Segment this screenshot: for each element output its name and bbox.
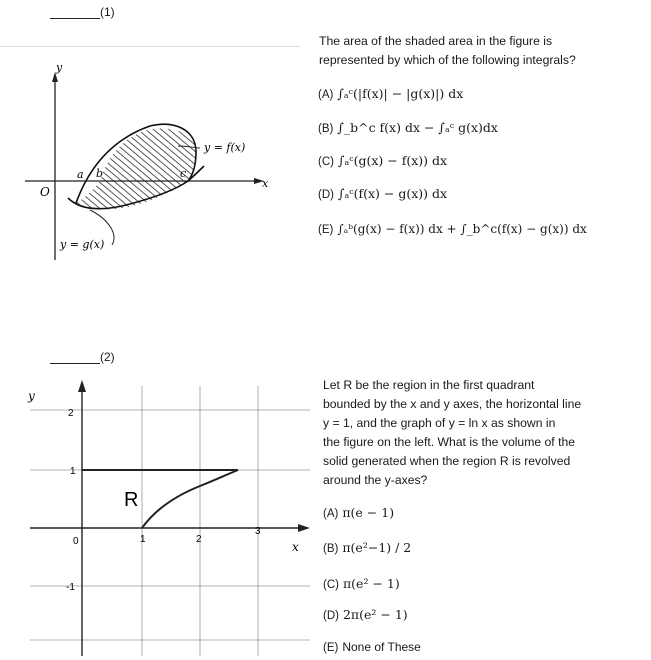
tick-y-2: 2 [68,408,74,419]
tick-x-3: 3 [255,526,261,537]
option-expression: π(e − 1) [342,505,395,520]
option-label: (C) [323,579,339,591]
prompt-line: the figure on the left. What is the volume of the [323,435,576,449]
option-label: (C) [318,156,334,168]
problem-1-option-e[interactable] [318,222,587,236]
problem-1-option-b[interactable] [318,120,498,135]
option-label: (B) [318,123,334,135]
option-expression: 2π(e² − 1) [342,607,408,622]
x-axis-label: x [262,177,269,190]
tick-y-1: 1 [70,466,76,477]
prompt-line: y = 1, and the graph of y = ln x as shown in [323,416,556,430]
problem-number-1: (1) [100,5,115,19]
option-label: (A) [318,89,334,101]
option-expression: ∫_b^c f(x) dx − ∫ₐᶜ g(x)dx [337,120,498,135]
prompt-line: solid generated when the region R is revolved [323,454,571,468]
answer-blank-2[interactable] [50,349,100,364]
point-a-label: a [77,168,84,181]
problem-2-option-a[interactable] [323,505,394,520]
tick-x-2: 2 [196,534,202,545]
option-label: (B) [323,543,339,555]
origin-label: O [40,185,50,199]
option-label: (D) [318,189,334,201]
problem-2-option-d[interactable] [323,607,408,622]
prompt-line: bounded by the x and y axes, the horizontal line [323,397,582,411]
prompt-line: Let R be the region in the first quadrant [323,378,535,392]
figure-1-shaded-area [0,60,300,270]
point-b-label: b [96,167,104,180]
x-axis-arrow-2 [298,524,310,532]
problem-1-option-a[interactable] [318,86,463,101]
option-label: (E) [318,224,334,236]
f-curve-label: y = f(x) [204,141,246,154]
option-label: (E) [323,642,339,654]
option-label: (A) [323,508,339,520]
option-expression: π(e²−1) / 2 [342,540,412,555]
option-expression: ∫ₐᶜ(g(x) − f(x)) dx [337,153,448,168]
problem-2-option-c[interactable] [323,576,400,591]
g-curve-label: y = g(x) [60,238,105,251]
answer-blank-1[interactable] [50,4,100,19]
figure-2-region-r [0,376,320,660]
divider-1 [0,46,300,47]
region-r-label: R [124,489,139,511]
option-expression: π(e² − 1) [342,576,400,591]
option-expression: ∫ₐᵇ(g(x) − f(x)) dx + ∫_b^c(f(x) − g(x)) dx [337,222,587,236]
curve-ln-x [142,470,238,528]
problem-2-option-b[interactable] [323,540,411,555]
option-expression: ∫ₐᶜ(f(x) − g(x)) dx [337,186,448,201]
point-c-label: c [180,167,187,180]
problem-1-option-d[interactable] [318,186,447,201]
problem-1-prompt: The area of the shaded area in the figure is represented by which of the following integrals? [319,34,576,67]
problem-2-option-e[interactable] [323,639,421,654]
y-axis-label: y [56,61,63,74]
tick-x-1: 1 [140,534,146,545]
x-axis-label-2: x [292,540,299,554]
problem-number-2: (2) [100,350,115,364]
tick-y-0: 0 [73,536,79,547]
option-label: (D) [323,610,339,622]
option-expression: ∫ₐᶜ(|f(x)| − |g(x)|) dx [337,86,464,101]
prompt-line: around the y-axes? [323,473,428,487]
problem-1-option-c[interactable] [318,153,447,168]
option-expression: None of These [342,640,421,654]
tick-y-neg1: -1 [66,582,75,593]
grid-lines [30,386,310,656]
problem-2-prompt [323,376,623,490]
y-axis-arrow-2 [78,380,86,392]
shaded-region-lower [76,181,188,209]
y-axis-label-2: y [28,389,35,403]
